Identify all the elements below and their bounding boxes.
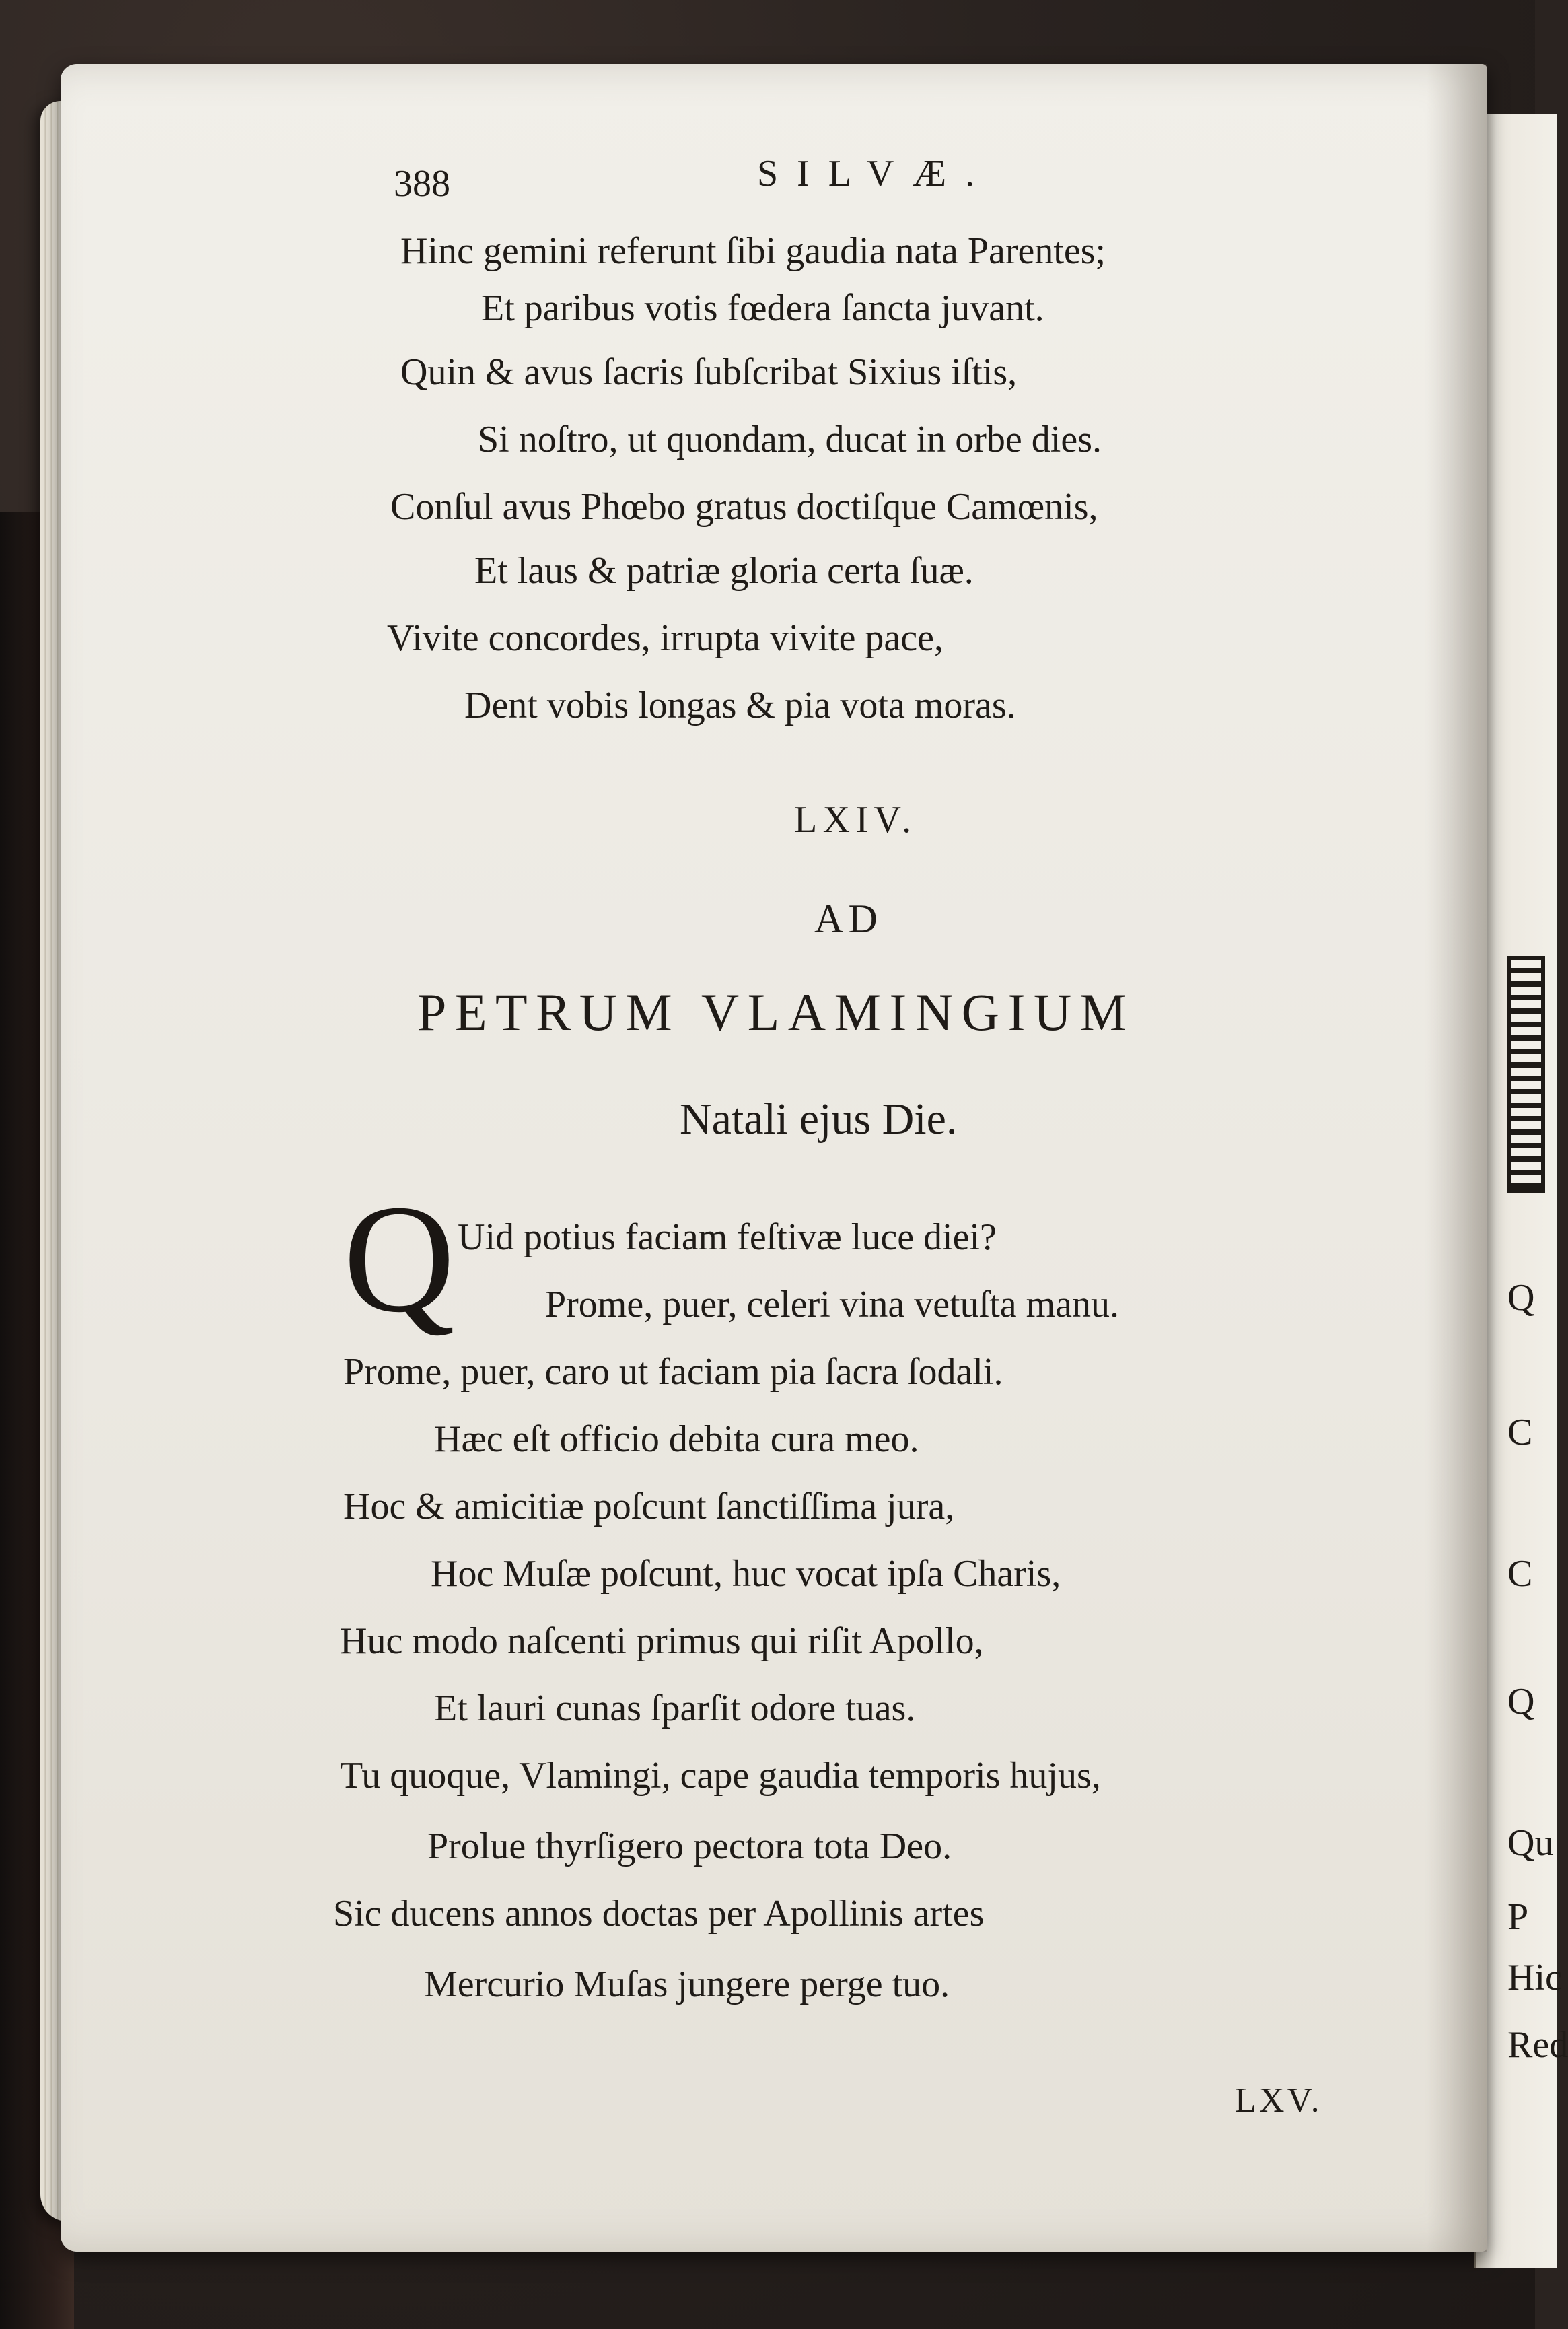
verse-line: Prome, puer, caro ut faciam pia ſacra ſodali. <box>343 1351 1003 1393</box>
facing-page-ornament <box>1507 956 1545 1193</box>
poem-occasion: Natali ejus Die. <box>680 1094 958 1144</box>
facing-page-fragment: Q <box>1507 1681 1535 1723</box>
running-head: SILVÆ. <box>757 153 994 195</box>
facing-page-fragment: Q <box>1507 1277 1535 1319</box>
facing-page-fragment: P <box>1507 1896 1529 1938</box>
facing-page-fragment: C <box>1507 1412 1533 1453</box>
verse-line: Huc modo naſcenti primus qui riſit Apollo, <box>340 1620 984 1662</box>
verse-line: Et lauri cunas ſparſit odore tuas. <box>434 1688 916 1729</box>
poem-number: LXIV. <box>794 799 917 841</box>
verse-line: Si noſtro, ut quondam, ducat in orbe dies. <box>478 419 1102 460</box>
verse-line: Quin & avus ſacris ſubſcribat Sixius iſtis, <box>400 351 1018 393</box>
catchword: LXV. <box>1235 2081 1322 2120</box>
facing-page-fragment: Red <box>1507 2024 1568 2066</box>
verse-line: Sic ducens annos doctas per Apollinis artes <box>333 1893 985 1935</box>
verse-line: Dent vobis longas & pia vota moras. <box>464 685 1016 726</box>
verse-line: Prolue thyrſigero pectora tota Deo. <box>427 1826 952 1867</box>
verse-line: Vivite concordes, irrupta vivite pace, <box>387 617 943 659</box>
poem-address: AD <box>814 897 883 941</box>
book-page <box>61 64 1487 2252</box>
facing-page-fragment: Qu <box>1507 1822 1554 1864</box>
verse-line: Hinc gemini referunt ſibi gaudia nata Parentes; <box>400 230 1106 272</box>
facing-page-fragment: Hic <box>1507 1957 1562 1998</box>
verse-line: Hoc Muſæ poſcunt, huc vocat ipſa Charis, <box>431 1553 1061 1595</box>
verse-line: Tu quoque, Vlamingi, cape gaudia temporis hujus, <box>340 1755 1101 1797</box>
verse-line: Prome, puer, celeri vina vetuſta manu. <box>545 1284 1120 1325</box>
verse-line: Uid potius faciam feſtivæ luce diei? <box>458 1216 997 1258</box>
verse-line: Hæc eſt officio debita cura meo. <box>434 1418 919 1460</box>
verse-line: Hoc & amicitiæ poſcunt ſanctiſſima jura, <box>343 1486 955 1527</box>
page-gutter-shade <box>1427 64 1487 2252</box>
facing-page-fragment: C <box>1507 1553 1533 1595</box>
verse-line: Et paribus votis fœdera ſancta juvant. <box>481 287 1044 329</box>
drop-cap: Q <box>343 1173 456 1344</box>
poem-dedicatee: PETRUM VLAMINGIUM <box>417 983 1135 1041</box>
verse-line: Et laus & patriæ gloria certa ſuæ. <box>474 550 974 592</box>
verse-line: Mercurio Muſas jungere perge tuo. <box>424 1963 950 2005</box>
page-number: 388 <box>394 163 450 205</box>
verse-line: Conſul avus Phœbo gratus doctiſque Camœnis, <box>390 486 1098 528</box>
